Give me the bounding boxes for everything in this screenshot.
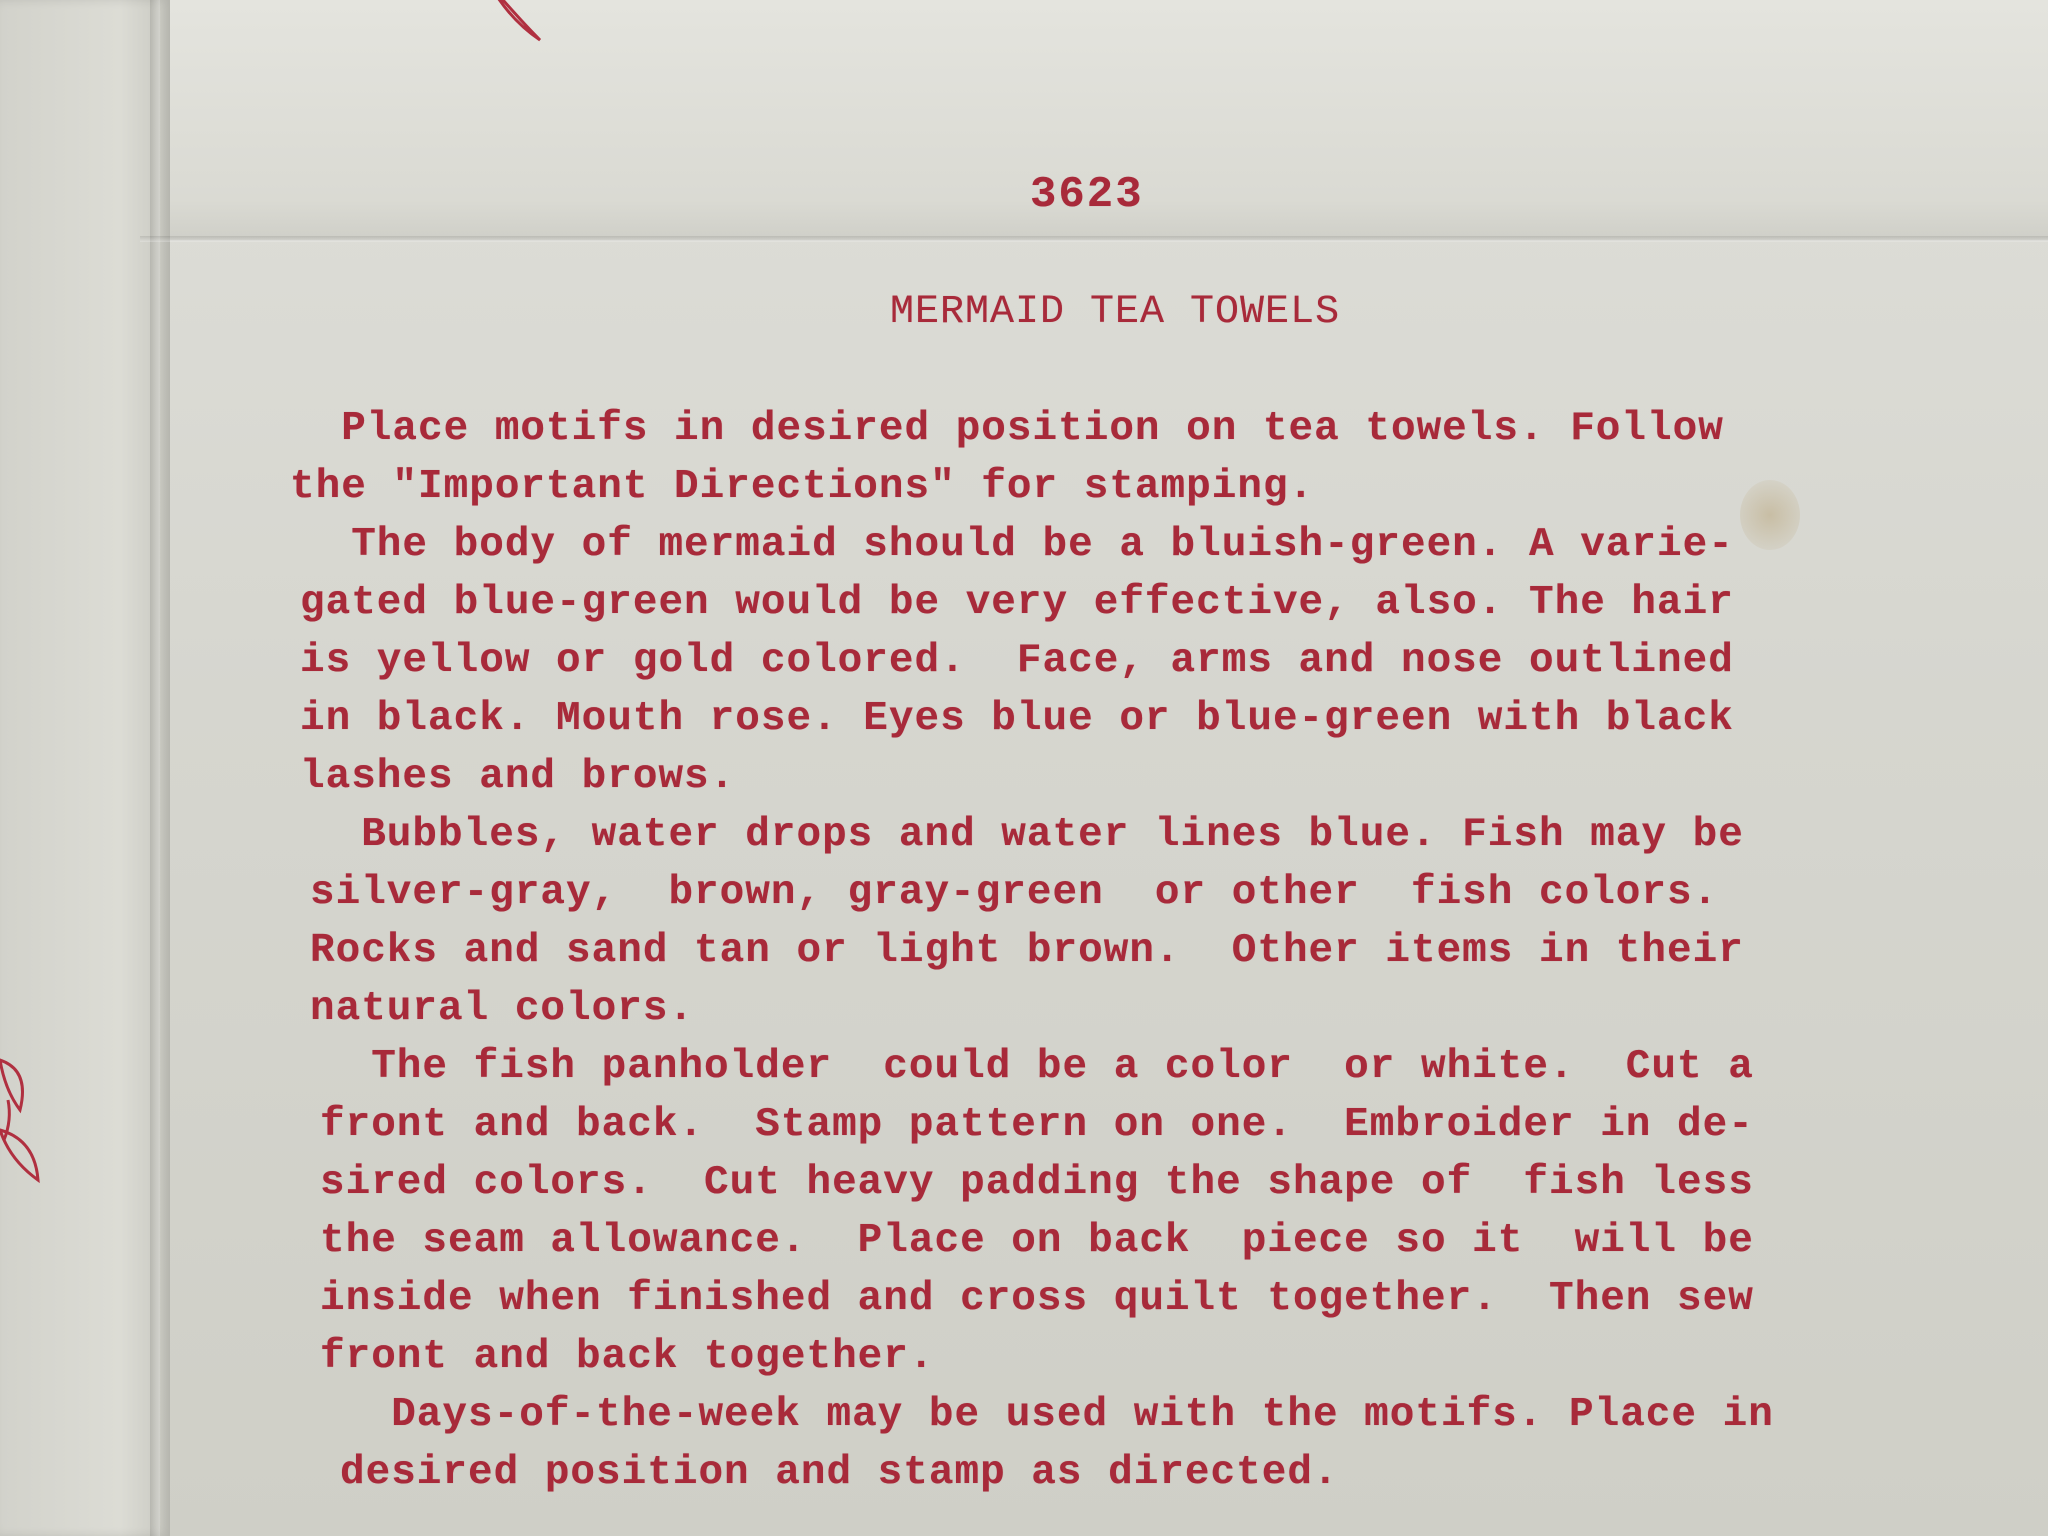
petal-motif-icon	[0, 1040, 60, 1190]
text-line: is yellow or gold colored. Face, arms and nose outlined	[300, 638, 1734, 684]
text-line: inside when finished and cross quilt together. Then sew	[320, 1276, 1754, 1322]
text-line: Days-of-the-week may be used with the motifs. Place in	[340, 1392, 1774, 1438]
text-line: The fish panholder could be a color or white. Cut a	[320, 1044, 1754, 1090]
text-line: the seam allowance. Place on back piece so it will be	[320, 1218, 1754, 1264]
text-line: Rocks and sand tan or light brown. Other items in their	[310, 928, 1744, 974]
text-line: the "Important Directions" for stamping.	[290, 464, 1315, 510]
paragraph	[300, 516, 1950, 806]
pattern-number: 3623	[1030, 170, 1144, 220]
vertical-fold-crease	[150, 0, 160, 1536]
document-title: MERMAID TEA TOWELS	[890, 290, 1341, 335]
text-line: silver-gray, brown, gray-green or other fish colors.	[310, 870, 1719, 916]
text-line: gated blue-green would be very effective, also. The hair	[300, 580, 1734, 626]
text-line: Bubbles, water drops and water lines blue. Fish may be	[310, 812, 1744, 858]
text-line: desired position and stamp as directed.	[340, 1450, 1339, 1496]
leaf-motif-icon	[480, 0, 560, 50]
paragraph	[340, 1386, 1950, 1502]
text-line: in black. Mouth rose. Eyes blue or blue-green with black	[300, 696, 1734, 742]
left-folded-strip	[0, 0, 170, 1536]
text-line: Place motifs in desired position on tea towels. Follow	[290, 406, 1724, 452]
instruction-body	[290, 400, 1950, 1502]
paragraph	[290, 400, 1950, 516]
paragraph	[310, 806, 1950, 1038]
text-line: sired colors. Cut heavy padding the shape of fish less	[320, 1160, 1754, 1206]
paragraph	[320, 1038, 1950, 1386]
text-line: The body of mermaid should be a bluish-green. A varie-	[300, 522, 1734, 568]
text-line: front and back together.	[320, 1334, 935, 1380]
text-line: lashes and brows.	[300, 754, 736, 800]
text-line: natural colors.	[310, 986, 695, 1032]
horizontal-fold-crease	[140, 236, 2048, 242]
text-line: front and back. Stamp pattern on one. Embroider in de-	[320, 1102, 1754, 1148]
